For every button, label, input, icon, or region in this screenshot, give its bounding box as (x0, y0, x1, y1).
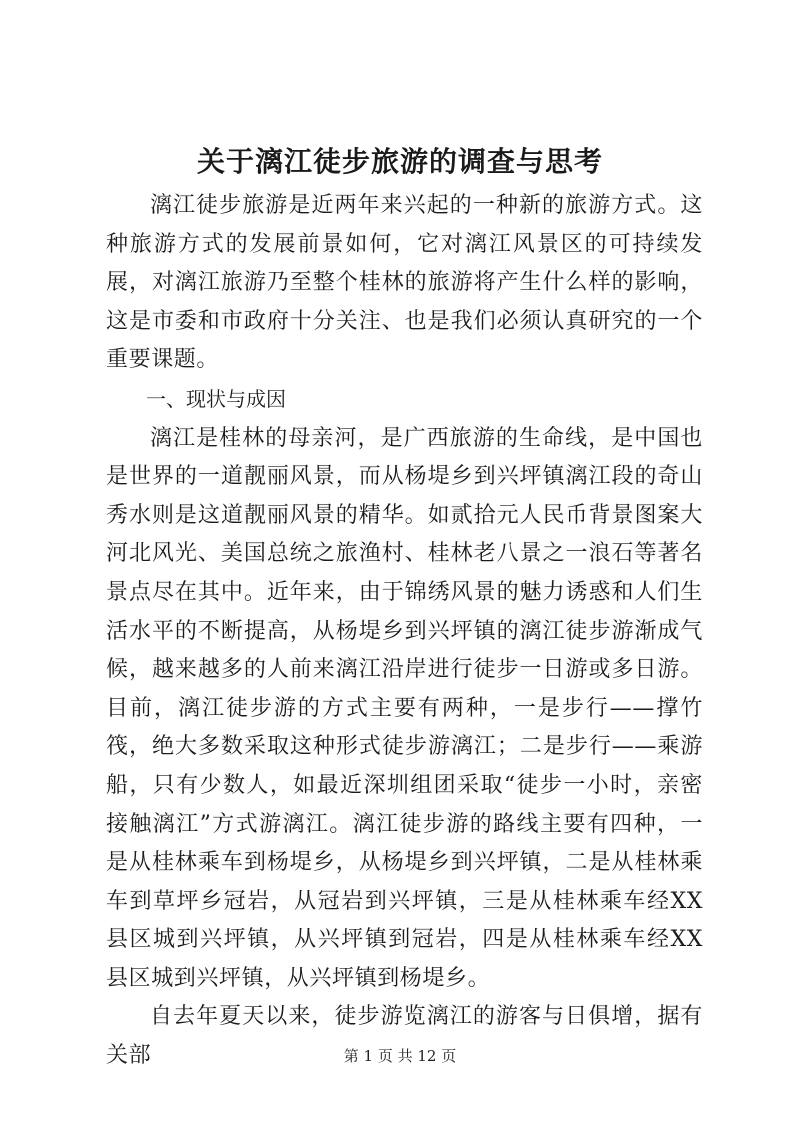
intro-paragraph: 漓江徒步旅游是近两年来兴起的一种新的旅游方式。这种旅游方式的发展前景如何，它对漓江风景区的可持续发展，对漓江旅游乃至整个桂林的旅游将产生什么样的影响，这是市委和市政府十分关注、也是我们必须认真研究的一个重要课题。 (106, 193, 703, 373)
document-body (106, 187, 703, 1076)
growth-paragraph: 自去年夏天以来，徒步游览漓江的游客与日俱增，据有关部 (106, 1004, 703, 1069)
document-title: 关于漓江徒步旅游的调查与思考 (196, 145, 603, 178)
section-heading: 一、现状与成因 (146, 386, 286, 411)
page-footer: 第 1 页 共 12 页 (343, 1047, 457, 1065)
status-paragraph: 漓江是桂林的母亲河，是广西旅游的生命线，是中国也是世界的一道靓丽风景，而从杨堤乡到兴坪镇漓江段的奇山秀水则是这道靓丽风景的精华。如贰拾元人民币背景图案大河北风光、美国总统之旅渔村、桂林老八景之一浪石等著名景点尽在其中。近年来，由于锦绣风景的魅力诱惑和人们生活水平的不断提高，从杨堤乡到兴坪镇的漓江徒步游渐成气候，越来越多的人前来漓江沿岸进行徒步一日游或多日游。目前，漓江徒步游的方式主要有两种，一是步行——撑竹筏，绝大多数采取这种形式徒步游漓江；二是步行——乘游船，只有少数人，如最近深圳组团采取“徒步一小时，亲密接触漓江”方式游漓江。漓江徒步游的路线主要有四种，一是从桂林乘车到杨堤乡，从杨堤乡到兴坪镇，二是从桂林乘车到草坪乡冠岩，从冠岩到兴坪镇，三是从桂林乘车经XX县区城到兴坪镇，从兴坪镇到冠岩，四是从桂林乘车经XX县区城到兴坪镇，从兴坪镇到杨堤乡。 (106, 425, 703, 991)
